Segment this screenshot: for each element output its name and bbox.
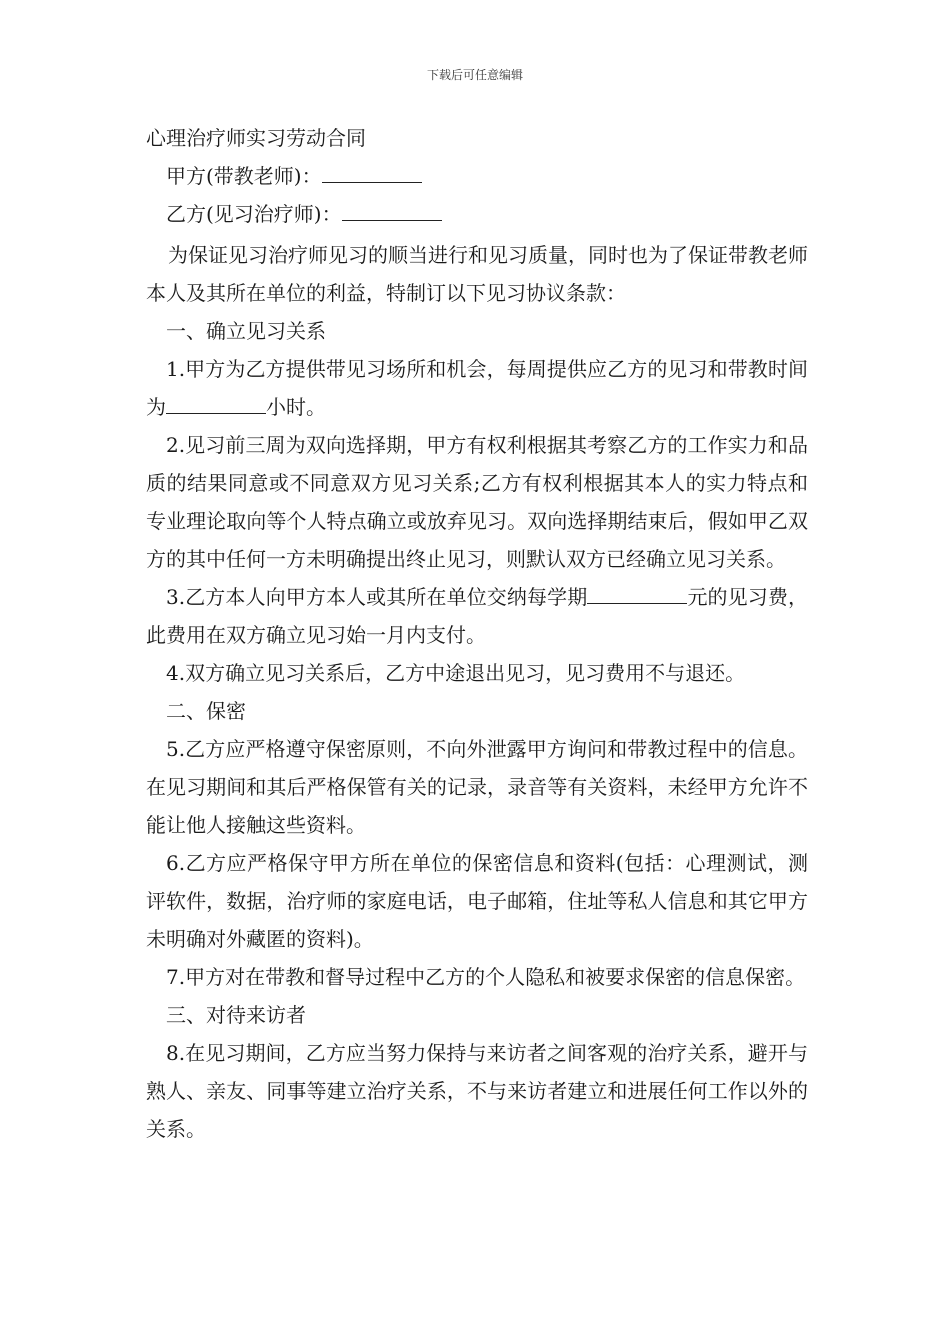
hours-blank [166, 393, 266, 414]
section-heading-1: 一、确立见习关系 [166, 319, 326, 343]
party-a-line [146, 160, 808, 192]
clause-4: 4.双方确立见习关系后，乙方中途退出见习，见习费用不与退还。 [166, 661, 746, 685]
party-a-blank [322, 162, 422, 183]
clause-3-text-end: 元的见习费，此费用在双方确立见习始一月内支付。 [146, 585, 808, 647]
section-heading-2: 二、保密 [166, 699, 246, 723]
party-b-blank [342, 200, 442, 221]
clause-3-text-start: 3.乙方本人向甲方本人或其所在单位交纳每学期 [166, 585, 588, 609]
fee-blank [587, 583, 687, 604]
clause-6: 6.乙方应严格保守甲方所在单位的保密信息和资料(包括：心理测试，测评软件，数据，治疗师的家庭电话，电子邮箱，住址等私人信息和其它甲方未明确对外藏匿的资料)。 [146, 851, 808, 951]
intro-paragraph: 为保证见习治疗师见习的顺当进行和见习质量，同时也为了保证带教老师本人及其所在单位的利益，特制订以下见习协议条款： [146, 243, 808, 305]
clause-1-text-start: 1.甲方为乙方提供带见习场所和机会，每周提供应乙方的见习和带教时间为 [146, 357, 808, 419]
clause-1-text-end: 小时。 [266, 395, 326, 419]
contract-document [146, 122, 808, 1148]
clause-8: 8.在见习期间，乙方应当努力保持与来访者之间客观的治疗关系，避开与熟人、亲友、同事等建立治疗关系，不与来访者建立和进展任何工作以外的关系。 [146, 1041, 808, 1141]
section-heading-3: 三、对待来访者 [166, 1003, 306, 1027]
party-a-label: 甲方(带教老师)： [166, 164, 322, 188]
document-title: 心理治疗师实习劳动合同 [146, 126, 366, 150]
clause-1 [146, 350, 808, 426]
clause-2: 2.见习前三周为双向选择期，甲方有权利根据其考察乙方的工作实力和品质的结果同意或不同意双方见习关系;乙方有权利根据其本人的实力特点和专业理论取向等个人特点确立或放弃见习。双向选择期结束后，假如甲乙双方的其中任何一方未明确提出终止见习，则默认双方已经确立见习关系。 [146, 433, 808, 571]
clause-7: 7.甲方对在带教和督导过程中乙方的个人隐私和被要求保密的信息保密。 [166, 965, 806, 989]
clause-5: 5.乙方应严格遵守保密原则，不向外泄露甲方询问和带教过程中的信息。在见习期间和其后严格保管有关的记录，录音等有关资料，未经甲方允许不能让他人接触这些资料。 [146, 737, 808, 837]
party-b-label: 乙方(见习治疗师)： [166, 202, 342, 226]
clause-3 [146, 578, 808, 654]
page-header: 下载后可任意编辑 [426, 68, 523, 82]
party-b-line [146, 198, 808, 230]
